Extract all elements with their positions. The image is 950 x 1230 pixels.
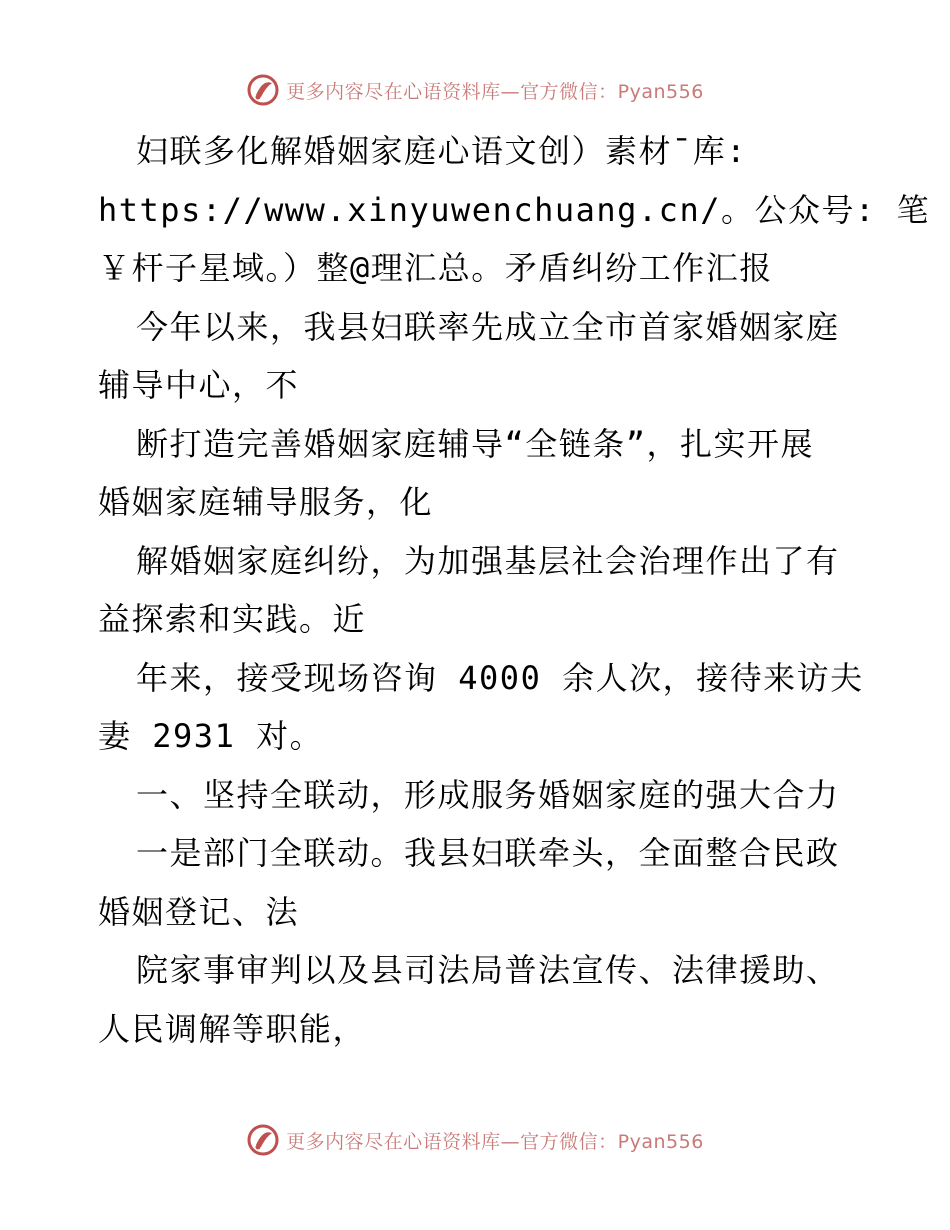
text-line: 婚姻登记、法 xyxy=(98,892,300,931)
logo-icon xyxy=(246,1123,280,1157)
text-line: https://www.xinyuwenchuang.cn/。公众号: 笔 xyxy=(98,190,931,229)
text-line: 断打造完善婚姻家庭辅导“全链条”，扎实开展 xyxy=(136,424,815,463)
header-banner xyxy=(0,70,950,110)
text-line: 一、坚持全联动，形成服务婚姻家庭的强大合力 xyxy=(136,775,840,814)
header-banner-text: 更多内容尽在心语资料库—官方微信：Pyan556 xyxy=(286,80,704,103)
text-line: 妻 2931 对。 xyxy=(98,717,324,755)
text-line: 院家事审判以及县司法局普法宣传、法律援助、 xyxy=(136,951,840,989)
footer-banner-text: 更多内容尽在心语资料库—官方微信：Pyan556 xyxy=(286,1130,704,1153)
text-line: 今年以来，我县妇联率先成立全市首家婚姻家庭 xyxy=(136,307,840,346)
text-line: 解婚姻家庭纠纷，为加强基层社会治理作出了有 xyxy=(136,541,840,580)
text-line: 年来，接受现场咨询 4000 余人次，接待来访夫 xyxy=(136,658,864,697)
text-line: 益探索和实践。近 xyxy=(98,600,367,638)
text-line: 婚姻家庭辅导服务，化 xyxy=(98,483,434,521)
text-line: 辅导中心，不 xyxy=(98,366,300,404)
footer-banner xyxy=(0,1120,950,1160)
document-body xyxy=(98,122,931,1058)
text-line: 一是部门全联动。我县妇联牵头，全面整合民政 xyxy=(136,834,840,872)
text-line: 人民调解等职能， xyxy=(98,1009,367,1048)
text-line: ￥杆子星域。）整@理汇总。矛盾纠纷工作汇报 xyxy=(98,249,773,287)
text-line: 妇联多化解婚姻家庭心语文创）素材¯库: xyxy=(136,132,748,170)
logo-icon xyxy=(246,73,280,107)
